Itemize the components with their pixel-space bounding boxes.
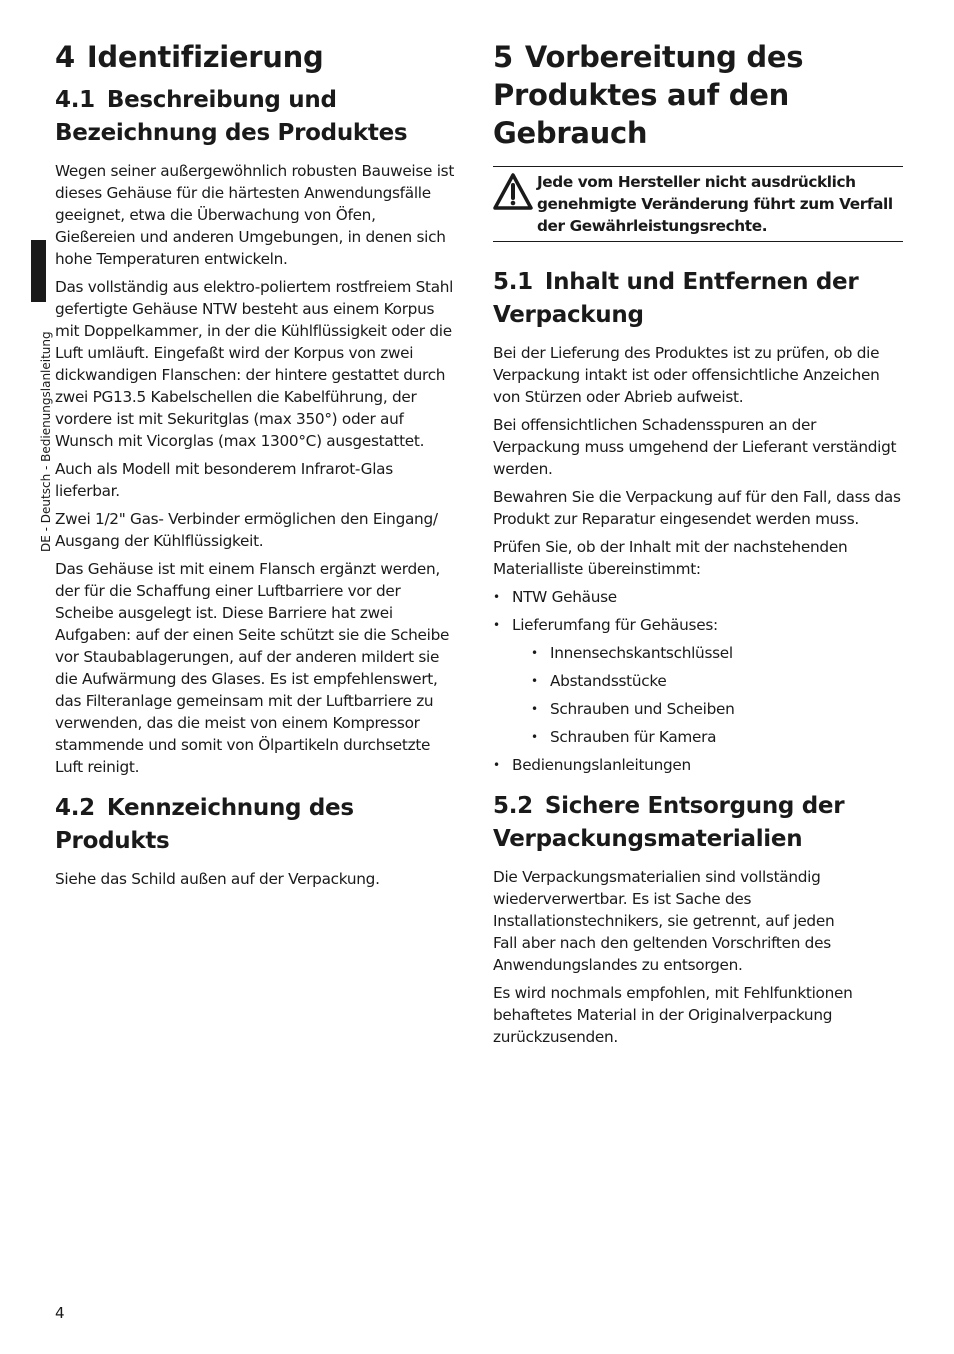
paragraph: Wegen seiner außergewöhnlich robusten Bauweise ist dieses Gehäuse für die härtesten Anwendungsfälle geeignet, etwa die Überwachung von Öfen, Gießereien und anderen Umgebungen, in denen sich hohe Temperaturen entwickeln. xyxy=(55,162,455,268)
paragraph: Die Verpackungsmaterialien sind vollständig wiederverwertbar. Es ist Sache des Installationstechnikers, sie getrennt, auf jeden Fall aber nach den geltenden Vorschriften des Anwendungslandes zu entsorgen. xyxy=(493,868,835,974)
warning-icon xyxy=(493,171,537,215)
list-item: • Abstandsstücke xyxy=(531,670,903,692)
list-item: • Schrauben und Scheiben xyxy=(531,698,903,720)
paragraph: Das Gehäuse ist mit einem Flansch ergänzt werden, der für die Schaffung einer Luftbarriere vor der Scheibe ausgelegt ist. Diese Barriere hat zwei Aufgaben: auf der einen Seite schützt sie die Scheibe vor Staubablagerungen, auf der anderen mildert sie die Aufwärmung des Glases. Es ist empfehlenswert, das Filteranlage gemeinsam mit der Luftbarriere zu verwenden, das die meist von einem Kompressor stammende und somit von Ölpartikeln durchsetzte Luft reinigt. xyxy=(55,560,450,776)
paragraph: Siehe das Schild außen auf der Verpackung. xyxy=(55,870,380,888)
paragraph: Zwei 1/2" Gas- Verbinder ermöglichen den Eingang/ Ausgang der Kühlflüssigkeit. xyxy=(55,510,438,550)
left-column xyxy=(55,38,460,896)
paragraph: Bei der Lieferung des Produktes ist zu prüfen, ob die Verpackung intakt ist oder offensichtliche Anzeichen von Stürzen oder Abrieb aufweist. xyxy=(493,344,880,406)
section-5-1-heading: 5.1 Inhalt und Entfernen der Verpackung xyxy=(493,269,859,328)
list-item: • Schrauben für Kamera xyxy=(531,726,903,748)
paragraph: Bei offensichtlichen Schadensspuren an der Verpackung muss umgehend der Lieferant verständigt werden. xyxy=(493,416,897,478)
page-number: 4 xyxy=(55,1304,65,1322)
sub-list xyxy=(512,642,903,748)
sidebar-tab-marker xyxy=(31,240,46,302)
section-5-heading: 5 Vorbereitung des Produktes auf den Gebrauch xyxy=(493,40,804,150)
section-4-1-heading: 4.1 Beschreibung und Bezeichnung des Produktes xyxy=(55,87,408,146)
paragraph: Es wird nochmals empfohlen, mit Fehlfunktionen behaftetes Material in der Originalverpackung zurückzusenden. xyxy=(493,984,853,1046)
warning-box xyxy=(493,166,903,242)
section-5-2-heading: 5.2 Sichere Entsorgung der Verpackungsmaterialien xyxy=(493,793,845,852)
list-item: • Bedienungslanleitungen xyxy=(493,754,903,776)
paragraph: Prüfen Sie, ob der Inhalt mit der nachstehenden Materialliste übereinstimmt: xyxy=(493,538,848,578)
list-item: • NTW Gehäuse xyxy=(493,586,903,608)
section-4-2-heading: 4.2 Kennzeichnung des Produkts xyxy=(55,795,354,854)
paragraph: Auch als Modell mit besonderem Infrarot-Glas lieferbar. xyxy=(55,460,393,500)
paragraph: Bewahren Sie die Verpackung auf für den Fall, dass das Produkt zur Reparatur eingesendet werden muss. xyxy=(493,488,901,528)
list-item: • Innensechskantschlüssel xyxy=(531,642,903,664)
right-column xyxy=(493,38,903,1054)
section-4-heading: 4 Identifizierung xyxy=(55,40,324,74)
sidebar-label: DE - Deutsch - Bedienungslanleitung xyxy=(39,331,53,552)
paragraph: Das vollständig aus elektro-poliertem rostfreiem Stahl gefertigte Gehäuse NTW besteht aus einem Korpus mit Doppelkammer, in der die Kühlflüssigkeit oder die Luft umläuft. Eingefaßt wird der Korpus von zwei dickwandigen Flanschen: der hintere gestattet durch zwei PG13.5 Kabelschellen die Kabelführung, der vordere ist mit Sekuritglas (max 350°) oder auf Wunsch mit Vicorglas (max 1300°C) ausgestattet. xyxy=(55,278,454,450)
material-list xyxy=(493,586,903,776)
list-item: • Lieferumfang für Gehäuses: • Innensechskantschlüssel • Abstandsstücke • Schrauben und Scheiben • Schrauben für Kamera xyxy=(493,614,903,748)
warning-text: Jede vom Hersteller nicht ausdrücklich genehmigte Veränderung führt zum Verfall der Gewährleistungsrechte. xyxy=(537,173,893,235)
